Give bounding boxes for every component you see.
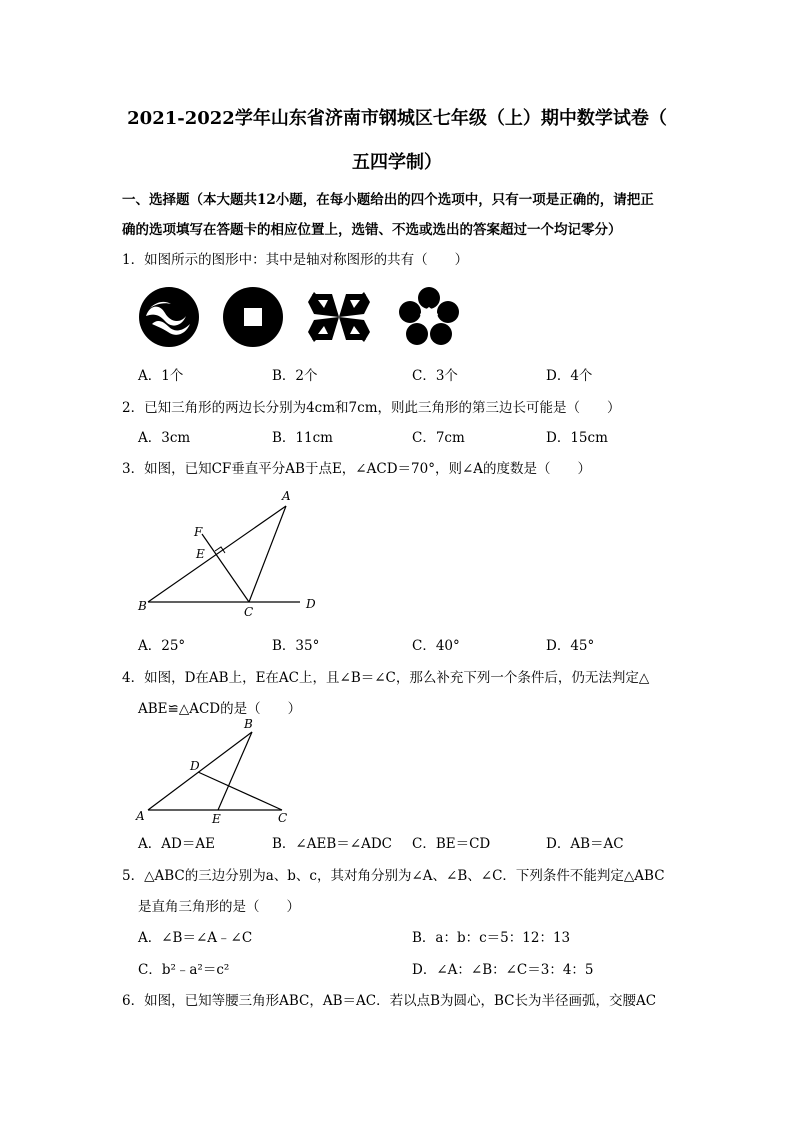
q3-option-d: D．45°	[546, 638, 595, 654]
section-heading-line1: 一、选择题（本大题共12小题，在每小题给出的四个选项中，只有一项是正确的，请把正	[122, 192, 654, 208]
q3-label-b: B	[138, 599, 147, 613]
q4-label-d: D	[190, 759, 200, 773]
q4-label-e: E	[212, 812, 221, 826]
q2-option-d: D．15cm	[546, 430, 608, 446]
q3-label-f: F	[194, 525, 203, 539]
q5-option-d: D．∠A：∠B：∠C＝3：4：5	[412, 962, 594, 978]
q1-option-c: C．3个	[412, 368, 458, 384]
q3-option-b: B．35°	[272, 638, 320, 654]
q1-option-d: D．4个	[546, 368, 593, 384]
exam-title-line1: 2021-2022学年山东省济南市钢城区七年级（上）期中数学试卷（	[127, 108, 667, 129]
q1-four-petal-knot-icon	[306, 288, 372, 346]
q5-option-b: B．a：b：c＝5：12：13	[412, 930, 571, 946]
q4-stem-line2: ABE≌△ACD的是（ ）	[138, 701, 302, 717]
q5-stem-line1: 5．△ABC的三边分别为a、b、c，其对角分别为∠A、∠B、∠C．下列条件不能判定△ABC	[122, 868, 665, 884]
q2-option-a: A．3cm	[138, 430, 191, 446]
q4-label-b: B	[244, 717, 253, 731]
q1-yin-yang-like-icon	[138, 286, 200, 348]
q3-option-c: C．40°	[412, 638, 460, 654]
q4-label-c: C	[278, 811, 288, 825]
q3-label-d: D	[306, 597, 316, 611]
q5-stem-line2: 是直角三角形的是（ ）	[138, 899, 300, 915]
q2-option-b: B．11cm	[272, 430, 333, 446]
q2-stem: 2．已知三角形的两边长分别为4cm和7cm，则此三角形的第三边长可能是（ ）	[122, 400, 621, 416]
q2-option-c: C．7cm	[412, 430, 465, 446]
q4-option-c: C．BE＝CD	[412, 836, 491, 852]
q4-option-d: D．AB＝AC	[546, 836, 624, 852]
q1-option-a: A．1个	[138, 368, 184, 384]
section-heading-line2: 确的选项填写在答题卡的相应位置上，选错、不选或选出的答案超过一个均记零分）	[122, 222, 622, 238]
q3-stem: 3．如图，已知CF垂直平分AB于点E，∠ACD＝70°，则∠A的度数是（ ）	[122, 461, 592, 477]
q6-stem: 6．如图，已知等腰三角形ABC，AB＝AC．若以点B为圆心，BC长为半径画弧，交腰AC	[122, 993, 657, 1009]
q3-triangle-figure	[130, 484, 330, 620]
q4-option-a: A．AD＝AE	[138, 836, 215, 852]
exam-title-line2: 五四学制）	[352, 152, 442, 173]
q5-option-c: C．b²﹣a²＝c²	[138, 962, 230, 978]
q4-stem-line1: 4．如图，D在AB上，E在AC上，且∠B＝∠C，那么补充下列一个条件后，仍无法判定△	[122, 670, 650, 686]
q1-stem: 1．如图所示的图形中：其中是轴对称图形的共有（ ）	[122, 252, 469, 268]
q3-label-e: E	[196, 547, 205, 561]
q3-option-a: A．25°	[138, 638, 186, 654]
q1-square-hole-coin-icon	[222, 286, 284, 348]
q5-option-a: A．∠B＝∠A﹣∠C	[138, 930, 253, 946]
q4-label-a: A	[136, 809, 145, 823]
q3-label-a: A	[282, 489, 291, 503]
q1-pentagon-flower-icon	[398, 286, 460, 348]
q4-option-b: B．∠AEB＝∠ADC	[272, 836, 392, 852]
q1-option-b: B．2个	[272, 368, 318, 384]
q4-triangle-figure	[134, 716, 304, 826]
q3-label-c: C	[244, 605, 254, 619]
